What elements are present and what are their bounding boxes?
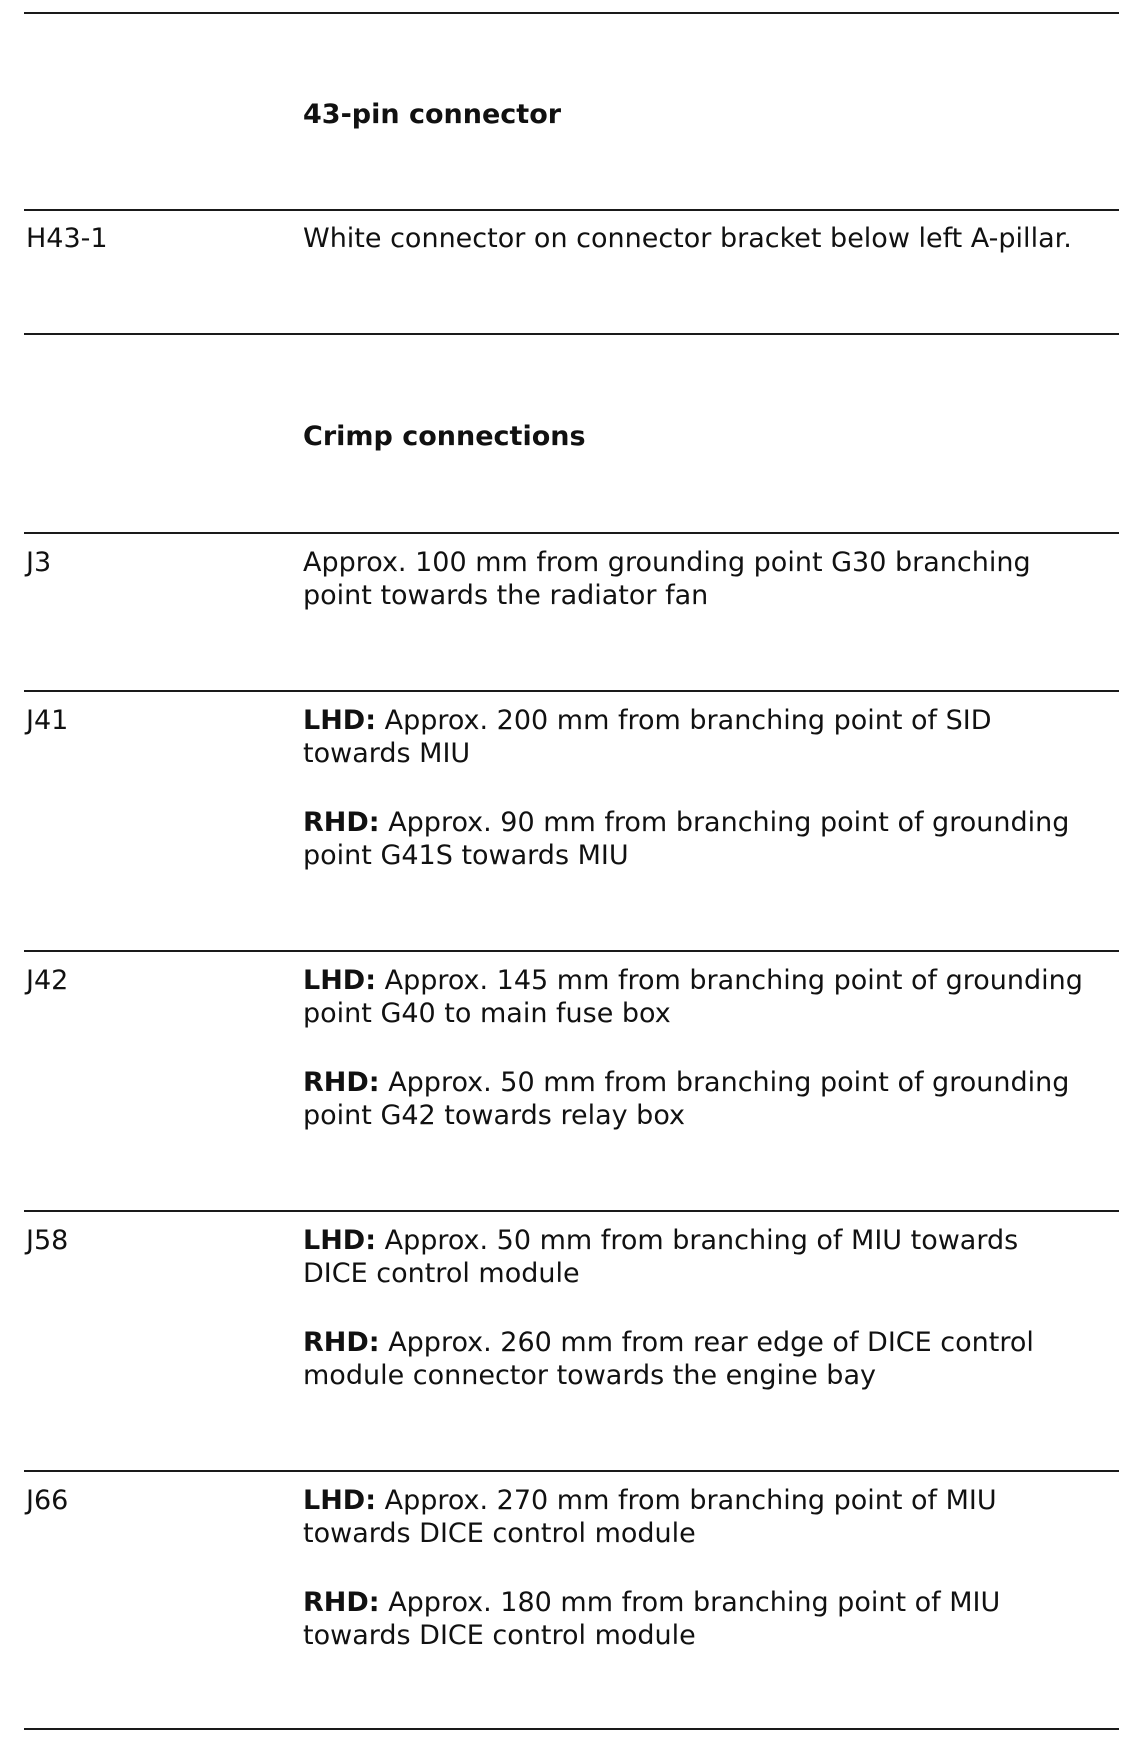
crimp-j3-line-2: point towards the radiator fan — [303, 580, 709, 611]
rhd-label: RHD: — [303, 1327, 380, 1358]
crimp-j58-rhd-line-2: module connector towards the engine bay — [303, 1360, 876, 1391]
rhd-text: Approx. 50 mm from branching point of grounding — [379, 1067, 1070, 1098]
lhd-text: Approx. 270 mm from branching point of MIU — [376, 1485, 997, 1516]
rhd-label: RHD: — [303, 1587, 380, 1618]
lhd-label: LHD: — [303, 705, 377, 736]
lhd-text: Approx. 145 mm from branching point of grounding — [376, 965, 1083, 996]
rhd-text: Approx. 180 mm from branching point of MIU — [379, 1587, 1001, 1618]
lhd-label: LHD: — [303, 1225, 377, 1256]
divider-top — [24, 12, 1119, 14]
crimp-code-j66: J66 — [26, 1485, 69, 1516]
lhd-label: LHD: — [303, 1485, 377, 1516]
crimp-j58-lhd-line-1 — [303, 1224, 1018, 1257]
rhd-text: Approx. 90 mm from branching point of grounding — [379, 807, 1070, 838]
divider-crimp-heading — [24, 333, 1119, 335]
divider-j42 — [24, 950, 1119, 952]
divider-h43-1 — [24, 209, 1119, 211]
divider-j3 — [24, 532, 1119, 534]
connector-section-heading: 43-pin connector — [303, 99, 562, 130]
divider-j41 — [24, 690, 1119, 692]
crimp-code-j3: J3 — [26, 547, 52, 578]
crimp-j42-rhd-line-1 — [303, 1066, 1069, 1099]
rhd-text: Approx. 260 mm from rear edge of DICE control — [379, 1327, 1034, 1358]
crimp-j58-rhd-line-1 — [303, 1326, 1034, 1359]
crimp-j3-line-1: Approx. 100 mm from grounding point G30 branching — [303, 547, 1031, 578]
connector-code: H43-1 — [26, 223, 108, 254]
crimp-j42-lhd-line-1 — [303, 964, 1083, 997]
crimp-code-j42: J42 — [26, 965, 69, 996]
divider-j66 — [24, 1470, 1119, 1472]
lhd-text: Approx. 50 mm from branching of MIU towards — [376, 1225, 1019, 1256]
crimp-j41-lhd-line-2: towards MIU — [303, 738, 471, 769]
crimp-code-j41: J41 — [26, 705, 69, 736]
crimp-j41-rhd-line-2: point G41S towards MIU — [303, 840, 629, 871]
crimp-j41-lhd-line-1 — [303, 704, 992, 737]
lhd-label: LHD: — [303, 965, 377, 996]
crimp-j66-lhd-line-2: towards DICE control module — [303, 1518, 696, 1549]
crimp-j41-rhd-line-1 — [303, 806, 1069, 839]
rhd-label: RHD: — [303, 807, 380, 838]
crimp-j42-rhd-line-2: point G42 towards relay box — [303, 1100, 685, 1131]
crimp-j66-lhd-line-1 — [303, 1484, 997, 1517]
connector-description: White connector on connector bracket below left A-pillar. — [303, 223, 1072, 254]
lhd-text: Approx. 200 mm from branching point of SID — [376, 705, 992, 736]
crimp-j66-rhd-line-1 — [303, 1586, 1000, 1619]
crimp-code-j58: J58 — [26, 1225, 69, 1256]
crimp-j58-lhd-line-2: DICE control module — [303, 1258, 580, 1289]
crimp-j66-rhd-line-2: towards DICE control module — [303, 1620, 696, 1651]
crimp-j42-lhd-line-2: point G40 to main fuse box — [303, 998, 671, 1029]
divider-j58 — [24, 1210, 1119, 1212]
divider-bottom — [24, 1728, 1119, 1730]
crimp-section-heading: Crimp connections — [303, 421, 586, 452]
rhd-label: RHD: — [303, 1067, 380, 1098]
